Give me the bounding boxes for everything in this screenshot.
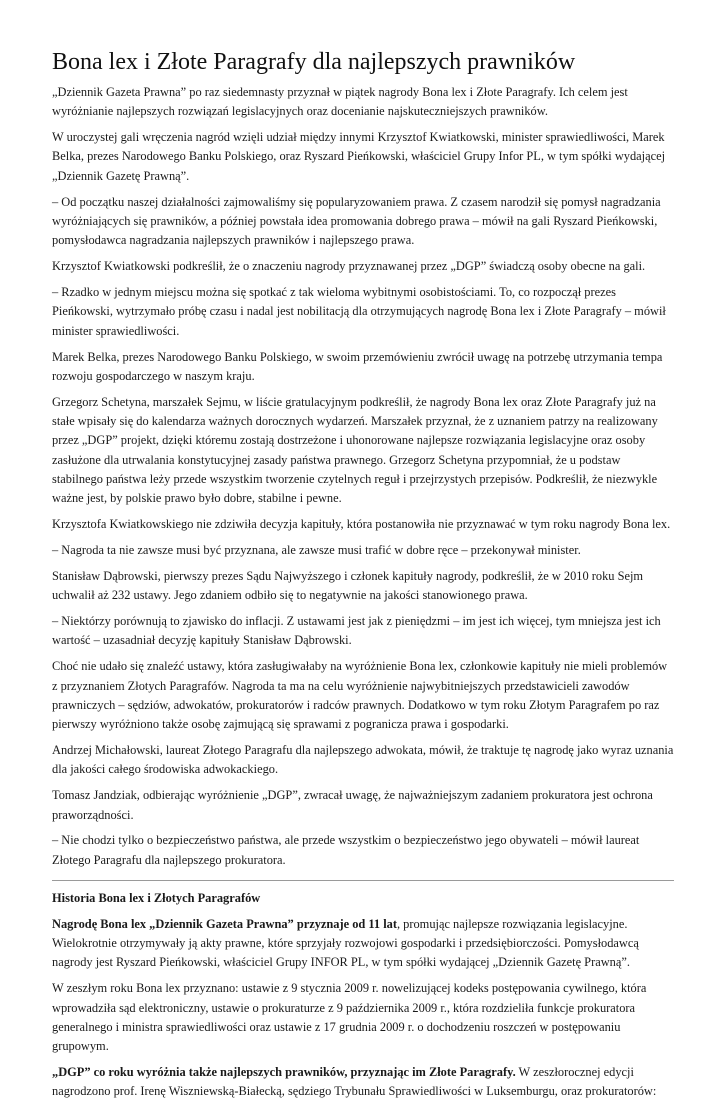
- history-lead-text: , promując najlepsze rozwiązania legislacyjne. Wielokrotnie otrzymywały ją akty prawne, które sprzyjały rozwojowi gospodarki i przedsiębiorczości. Pomysłodawcą nagrody jest Ryszard Pieńkowski, właściciel Grupy INFOR PL, w tym spółki wydającej „Dziennik Gazetę Prawną”.: [52, 916, 639, 970]
- article-paragraph: Krzysztof Kwiatkowski podkreślił, że o znaczeniu nagrody przyznawanej przez „DGP” świadczą osoby obecne na gali.: [52, 259, 646, 274]
- article-paragraph: Marek Belka, prezes Narodowego Banku Polskiego, w swoim przemówieniu zwrócił uwagę na potrzebę utrzymania tempa rozwoju gospodarczego w naszym kraju.: [52, 349, 663, 383]
- article-paragraph: Choć nie udało się znaleźć ustawy, która zasługiwałaby na wyróżnienie Bona lex, członkowie kapituły nie mieli problemów z przyznaniem Złotych Paragrafów. Nagroda ta ma na celu wyróżnienie najwybitniejszych przedstawicieli zawodów prawniczych – sędziów, adwokatów, prokuratorów i radców prawnych. Dodatkowo w tym roku Złotym Paragrafem po raz pierwszy wyróżniono także osobę zajmującą się sprawami z pogranicza prawa i gospodarki.: [52, 659, 668, 732]
- section-divider: [52, 880, 674, 881]
- article-paragraph: – Rzadko w jednym miejscu można się spotkać z tak wieloma wybitnymi osobistościami. To, co rozpoczął prezes Pieńkowski, wytrzymało próbę czasu i nadal jest nobilitacją dla otrzymujących nagrodę Bona lex i Złote Paragrafy – mówił minister sprawiedliwości.: [52, 285, 666, 338]
- history-paragraph: [52, 1063, 674, 1102]
- article-paragraph: W uroczystej gali wręczenia nagród wzięli udział między innymi Krzysztof Kwiatkowski, minister sprawiedliwości, Marek Belka, prezes Narodowego Banku Polskiego, oraz Ryszard Pieńkowski, właściciel Grupy Infor PL, w tym spółki wydającej „Dziennik Gazetę Prawną”.: [52, 130, 666, 183]
- history-awards-bold: „DGP” co roku wyróżnia także najlepszych prawników, przyznając im Złote Paragrafy.: [52, 1065, 516, 1080]
- history-paragraph: [52, 915, 674, 973]
- article-title: Bona lex i Złote Paragrafy dla najlepszych prawników: [52, 49, 576, 75]
- document-page: [52, 48, 674, 1108]
- history-heading: Historia Bona lex i Złotych Paragrafów: [52, 891, 261, 905]
- history-lead-bold: Nagrodę Bona lex „Dziennik Gazeta Prawna” przyznaje od 11 lat: [52, 916, 397, 931]
- article-paragraph: Stanisław Dąbrowski, pierwszy prezes Sądu Najwyższego i członek kapituły nagrody, podkreślił, że w 2010 roku Sejm uchwalił aż 232 ustawy. Jego zdaniem odbiło się to negatywnie na jakości stanowionego prawa.: [52, 568, 644, 603]
- article-paragraph: – Nagroda ta nie zawsze musi być przyznana, ale zawsze musi trafić w dobre ręce – przekonywał minister.: [52, 542, 581, 557]
- history-awards-text: W zeszłorocznej edycji nagrodzono prof. Irenę Wiszniewską-Białecką, sędziego Trybunału Sprawiedliwości w Luksemburgu, oraz prokuratorów:: [52, 1065, 657, 1099]
- article-paragraph: Tomasz Jandziak, odbierając wyróżnienie „DGP”, zwracał uwagę, że najważniejszym zadaniem prokuratora jest ochrona praworządności.: [52, 788, 653, 822]
- article-paragraph: Andrzej Michałowski, laureat Złotego Paragrafu dla najlepszego adwokata, mówił, że traktuje tę nagrodę jako wyraz uznania dla jakości całego środowiska adwokackiego.: [52, 743, 674, 777]
- history-paragraph: W zeszłym roku Bona lex przyznano: ustawie z 9 stycznia 2009 r. nowelizującej kodeks postępowania cywilnego, która wprowadziła sąd elektroniczny, ustawie o prokuraturze z 9 października 2009 r., która rozdzieliła funkcje prokuratora generalnego i ministra sprawiedliwości oraz ustawie z 17 grudnia 2009 r. o dochodzeniu roszczeń w postępowaniu grupowym.: [52, 981, 647, 1054]
- article-paragraph: „Dziennik Gazeta Prawna” po raz siedemnasty przyznał w piątek nagrody Bona lex i Złote Paragrafy. Ich celem jest wyróżnianie najlepszych rozwiązań legislacyjnych oraz docenianie najskuteczniejszych prawników.: [52, 85, 628, 119]
- article-paragraph: Grzegorz Schetyna, marszałek Sejmu, w liście gratulacyjnym podkreślił, że nagrody Bona lex oraz Złote Paragrafy już na stałe wpisały się do kalendarza ważnych dorocznych wydarzeń. Marszałek przyznał, że z uznaniem patrzy na realizowany przez „DGP” projekt, dzięki któremu zostają dostrzeżone i uhonorowane najlepsze rozwiązania legislacyjne oraz osoby zasłużone dla utrwalania konstytucyjnej zasady państwa prawnego. Grzegorz Schetyna przypomniał, że u podstaw stabilnego państwa leży przede wszystkim tworzenie czytelnych reguł i przejrzystych przepisów. Podkreślił, że niezwykle ważne jest, by polskie prawo było dobre, stabilne i pewne.: [52, 394, 658, 506]
- article-paragraph: – Nie chodzi tylko o bezpieczeństwo państwa, ale przede wszystkim o bezpieczeństwo jego obywateli – mówił laureat Złotego Paragrafu dla najlepszego prokuratora.: [52, 833, 640, 867]
- article-paragraph: – Niektórzy porównują to zjawisko do inflacji. Z ustawami jest jak z pieniędzmi – im jest ich więcej, tym mniejsza jest ich wartość – uzasadniał decyzję kapituły Stanisław Dąbrowski.: [52, 614, 661, 648]
- article-paragraph: – Od początku naszej działalności zajmowaliśmy się popularyzowaniem prawa. Z czasem narodził się pomysł nagradzania wyróżniających się prawników, a później powstała idea promowania dobrego prawa – mówił na gali Ryszard Pieńkowski, pomysłodawca nagradzania najlepszych prawników i najlepszego prawa.: [52, 194, 661, 248]
- article-paragraph: Krzysztofa Kwiatkowskiego nie zdziwiła decyzja kapituły, która postanowiła nie przyznawać w tym roku nagrody Bona lex.: [52, 517, 671, 532]
